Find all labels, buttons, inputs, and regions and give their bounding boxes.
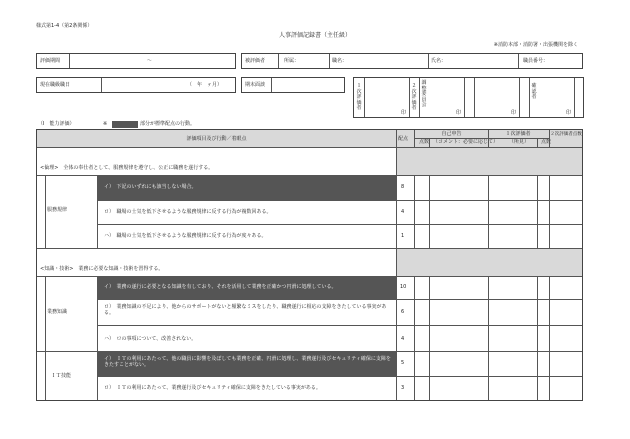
header-second: ２次評価者点数	[550, 132, 582, 137]
period-label: 評価期間	[40, 58, 61, 64]
sub-score: 点数	[419, 139, 430, 145]
confirmer-label: 確認者	[531, 83, 537, 100]
header-first: １次評価者	[505, 131, 531, 137]
knowledge-row-2-points: 6	[401, 309, 405, 315]
exclusion-note: ※消防本部・消防署・出張機関を除く	[493, 42, 578, 48]
evaluee-box	[241, 53, 583, 69]
evaluation-table	[36, 129, 583, 401]
legend-text: 部分が標準配点の行動。	[140, 121, 196, 127]
knowledge-row-3-text: ハ） ロの事項について、改善されない。	[104, 336, 197, 342]
name-label[interactable]: 氏名：	[431, 58, 447, 64]
header-self: 自己申告	[441, 131, 462, 137]
seal-adjuster[interactable]: 印	[511, 110, 517, 116]
form-number: 様式第1-4（第2条関係）	[36, 23, 93, 29]
ethics-heading: <倫理> 全体の奉仕者として、服務規律を遵守し、公正に職務を遂行する。	[40, 165, 214, 171]
evaluator-seals-box	[353, 77, 584, 118]
period-tilde[interactable]: ～	[147, 58, 153, 64]
ethics-row-2-text: ロ） 職場の士気を低下させるような服務規律に反する行為が複数回ある。	[104, 209, 272, 215]
interview-box	[241, 77, 345, 93]
position-label[interactable]: 職名：	[332, 58, 348, 64]
period-box	[36, 53, 236, 69]
it-row-1	[98, 352, 396, 376]
evaluator1-label: １次評価者	[356, 83, 362, 111]
document-title: 人事評価記録書（主任級）	[278, 32, 351, 39]
adjuster-label: 調整委員会	[421, 80, 427, 108]
legend-swatch	[112, 121, 138, 128]
ethics-row-1-text: イ） 下記のいずれにも該当しない場合。	[104, 184, 197, 190]
header-points: 配点	[398, 136, 409, 142]
ethics-row-3-text: ハ） 職場の士気を低下させるような服務規律に反する行為が度々ある。	[104, 233, 267, 239]
seal-evaluator1[interactable]: 印	[401, 110, 407, 116]
seal-evaluator2[interactable]: 印	[456, 110, 462, 116]
it-row-2-points: 3	[401, 385, 405, 391]
seal-confirmer[interactable]: 印	[566, 110, 572, 116]
knowledge-row-3-points: 4	[401, 336, 405, 342]
knowledge-row-1-points: 10	[400, 284, 407, 290]
sub-comment: （コメント：必要に応じて）	[433, 139, 499, 145]
ethics-item-name: 服務規律	[47, 207, 68, 213]
tenure-value[interactable]: （ 年 ヶ月）	[187, 82, 223, 88]
sub-opinion: （所見）	[509, 139, 530, 145]
tenure-box	[36, 77, 236, 93]
it-row-1-points: 5	[401, 360, 405, 366]
ethics-row-3-points: 1	[401, 233, 405, 239]
ethics-row-1	[98, 176, 396, 200]
affiliation-label[interactable]: 所属：	[284, 58, 300, 64]
evaluee-label: 被評価者	[245, 58, 266, 64]
interview-label: 期末面談	[245, 82, 266, 88]
knowledge-item-2-name: ＩＴ技能	[51, 373, 72, 379]
evaluator2-label: ２次評価者	[411, 83, 417, 111]
legend-asterisk: ※	[103, 121, 108, 127]
sub-score-first: 点数	[541, 139, 552, 145]
header-items: 評価項目及び行動／着眼点	[186, 136, 247, 142]
tenure-label: 現在職級職日	[40, 82, 71, 88]
section-heading: （Ⅰ 能力評価）	[38, 121, 75, 127]
knowledge-row-1	[98, 277, 396, 299]
it-row-1-text: イ） ＩＴの利用にあたって、他の職員に影響を及ぼしても業務を正確、円滑に処理し、業務遂行及びセキュリティ確保に支障をきたすことがない。	[104, 356, 391, 369]
ethics-row-1-points: 8	[401, 184, 405, 190]
staff-number-label[interactable]: 職員番号：	[523, 58, 549, 64]
knowledge-heading: <知識・技術> 業務に必要な知識・技術を習得する。	[40, 266, 164, 272]
knowledge-row-1-text: イ） 業務の遂行に必要となる知識を有しており、それを活用して業務を正確かつ円滑に処理している。	[104, 284, 337, 290]
it-row-2-text: ロ） ＩＴの利用にあたって、業務遂行及びセキュリティ確保に支障をきたしている事実がある。	[104, 385, 321, 391]
knowledge-item-1-name: 業務知識	[47, 309, 68, 315]
ethics-row-2-points: 4	[401, 209, 405, 215]
knowledge-row-2-text: ロ） 業務知識の不足により、他からのサポートがないと頻繁なミスをしたり、職務遂行に相応の支障をきたしている事実がある。	[104, 304, 387, 317]
